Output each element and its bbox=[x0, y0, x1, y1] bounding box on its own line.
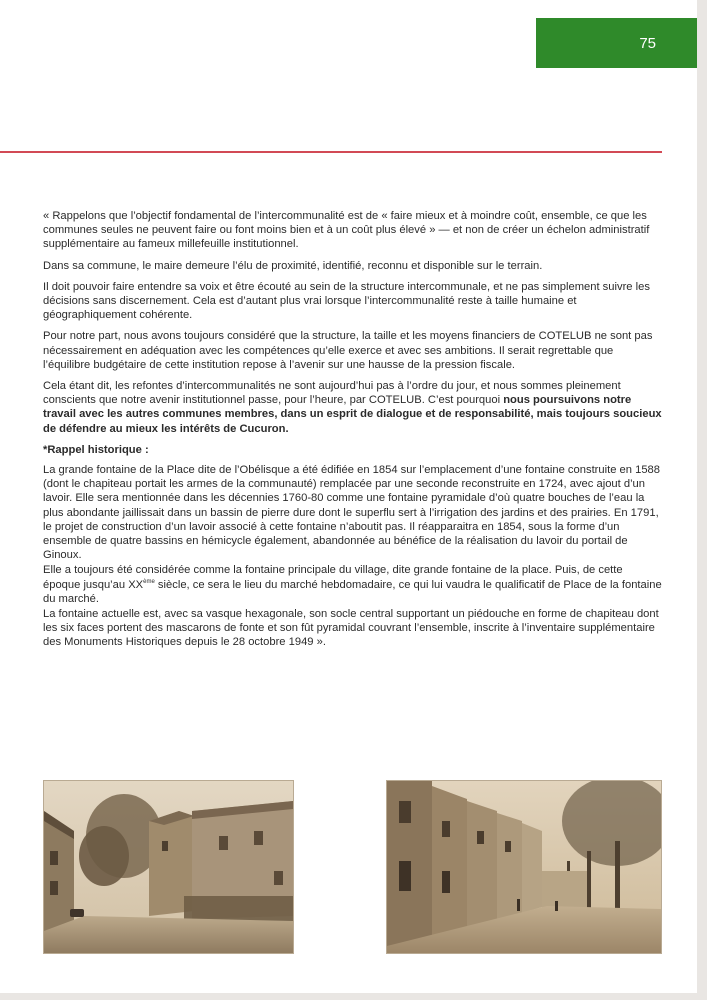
history-paragraph-2-start: Elle a toujours été considérée comme la fontaine principale du village, dite grande fontaine de la place. Puis, de cette époque jusqu’au XX bbox=[43, 564, 623, 591]
history-paragraph-1: La grande fontaine de la Place dite de l’Obélisque a été édifiée en 1854 sur l’emplacement d’une fontaine construite en 1588 (dont le chapiteau portait les armes de la communauté) remplacée par une seconde reconstruite en 1724, avec ajout d’un lavoir. Elle sera mentionnée dans les décennies 1760-80 comme une fontaine pyramidale d’où quatre bouches de l’eau la plus abondante jaillissait dans un bassin de pierre dure dont le superflu sert à l’irrigation des jardins et des prairies. En 1791, le projet de construction d’un lavoir associé à cette fontaine n’aboutit pas. Il réapparaitra en 1854, sous la forme d’un ensemble de quatre bassins en hémicycle également, abandonnée au bénéfice de la réalisation du lavoir du portail de Ginoux. bbox=[43, 464, 660, 562]
history-paragraph-2-end: siècle, ce sera le lieu du marché hebdomadaire, ce qui lui vaudra le qualificatif de Place de la fontaine du marché. bbox=[43, 578, 662, 605]
section-heading: *Rappel historique : bbox=[43, 443, 149, 456]
century-superscript: ème bbox=[143, 578, 155, 585]
paragraph-5 bbox=[43, 379, 663, 436]
paragraph-4: Pour notre part, nous avons toujours considéré que la structure, la taille et les moyens financiers de COTELUB ne sont pas nécessairement en adéquation avec les compétences qu’elle exerce et avec ses ambitions. Il serait regrettable que l’équilibre budgétaire de cette institution repose à l’avenir sur une hausse de la pression fiscale. bbox=[43, 330, 653, 371]
page-number-badge bbox=[536, 18, 697, 68]
photo-street-illustration bbox=[387, 781, 661, 953]
historic-photo-street bbox=[386, 780, 662, 954]
paragraph-5-text: Cela étant dit, les refontes d’intercommunalités ne sont aujourd’hui pas à l’ordre du jour, et nous sommes pleinement conscients que notre avenir institutionnel passe, pour l’heure, par COTELUB. C’est pourquoi bbox=[43, 380, 621, 407]
header-divider bbox=[0, 151, 662, 153]
paragraph-3: Il doit pouvoir faire entendre sa voix et être écouté au sein de la structure intercommunale, et ne pas simplement suivre les décisions sans discernement. Cela est d’autant plus vrai lorsque l’intercommunalité reste à taille humaine et géographiquement cohérente. bbox=[43, 280, 650, 322]
photo-tower-illustration bbox=[44, 781, 293, 953]
paragraph-2: Dans sa commune, le maire demeure l’élu de proximité, identifié, reconnu et disponible sur le terrain. bbox=[43, 259, 543, 272]
historic-photo-tower bbox=[43, 780, 294, 954]
history-paragraph-2 bbox=[43, 563, 663, 606]
paragraph-5-bold: nous poursuivons notre travail avec les autres communes membres, dans un esprit de dialogue et de responsabilité, mais toujours soucieux de défendre au mieux les intérêts de Cucuron. bbox=[43, 394, 662, 435]
history-paragraph-3: La fontaine actuelle est, avec sa vasque hexagonale, son socle central supportant un piédouche en forme de chapiteau dont les six faces portent des mascarons de fonte et son fût pyramidal couvrant l’ensemble, inscrite à l’inventaire supplémentaire des Monuments Historiques depuis le 28 octobre 1949 ». bbox=[43, 608, 659, 649]
page-number: 75 bbox=[639, 34, 656, 52]
paragraph-1: « Rappelons que l’objectif fondamental de l’intercommunalité est de « faire mieux et à moindre coût, ensemble, ce que les communes seules ne peuvent faire ou font moins bien et à un coût plus élevé » — et non de créer un échelon administratif supplémentaire au fameux millefeuille institutionnel. bbox=[43, 210, 650, 251]
article-body bbox=[43, 209, 663, 657]
